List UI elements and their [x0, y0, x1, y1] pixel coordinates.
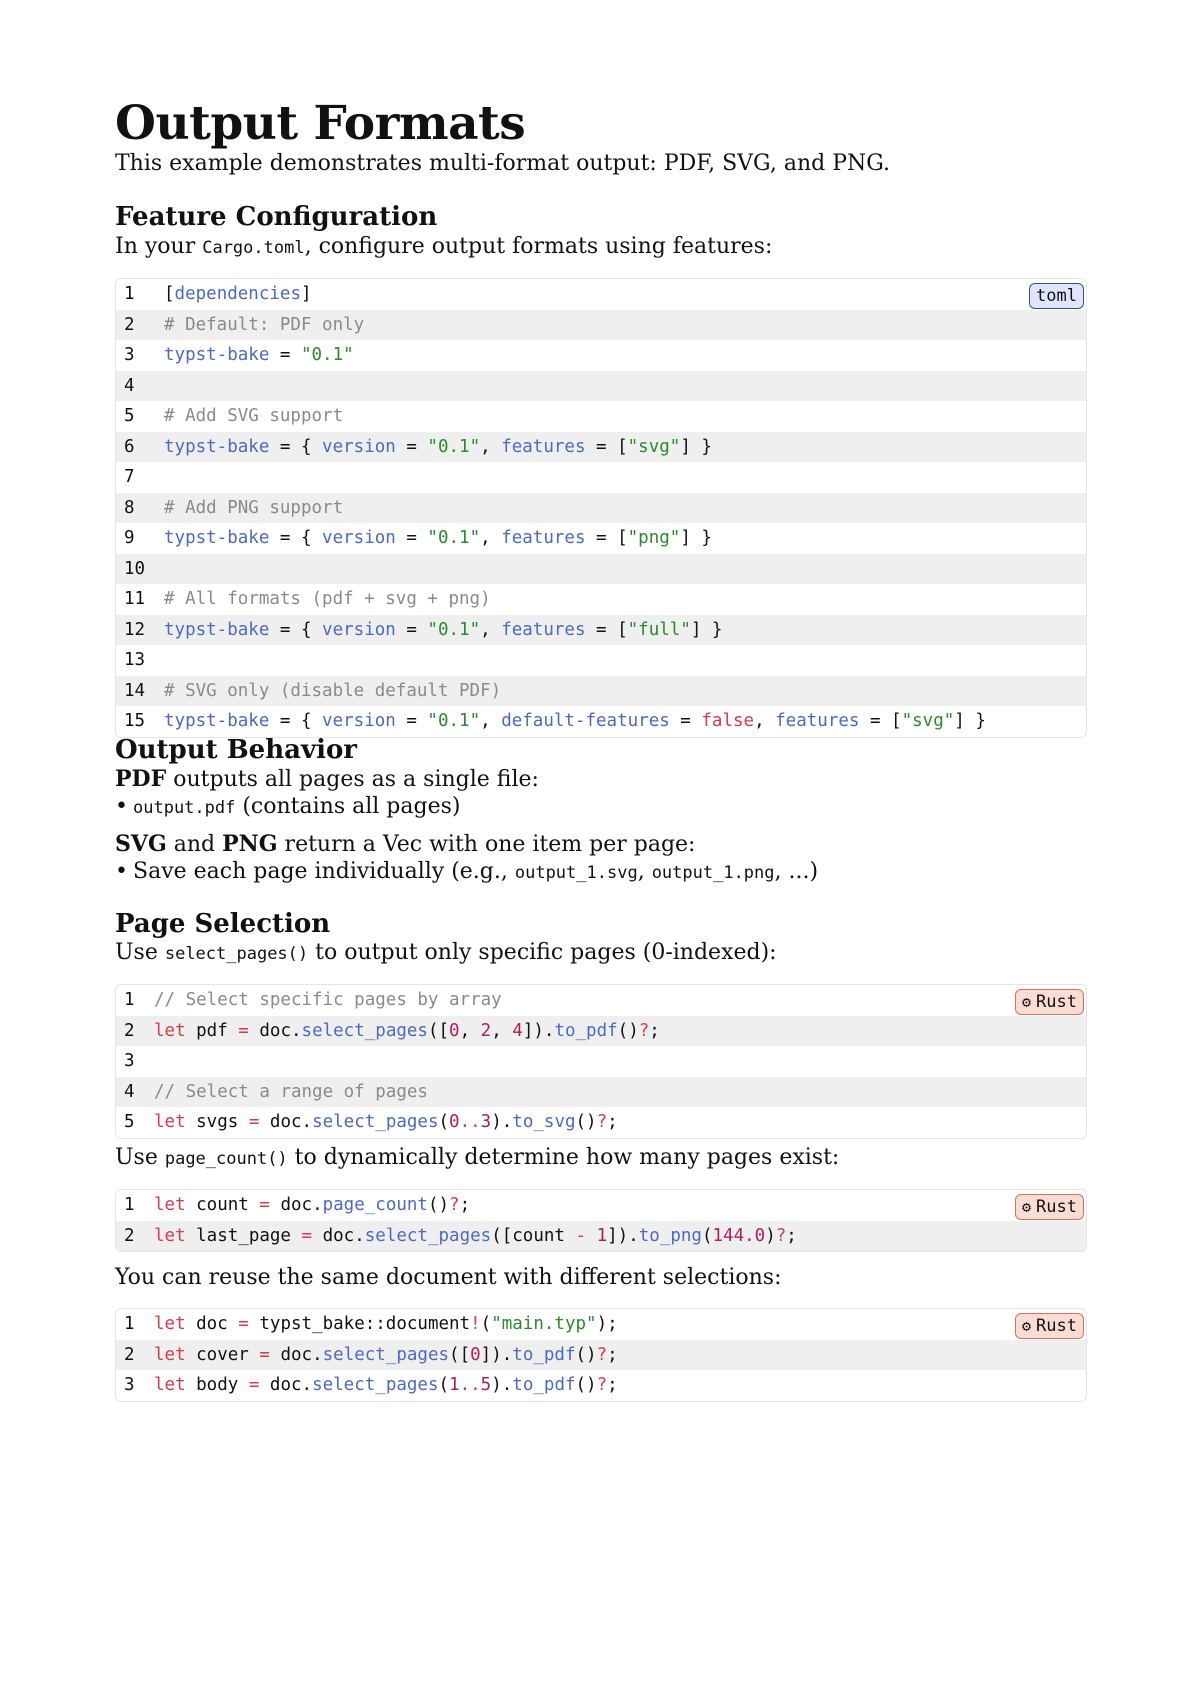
section-heading-feature-configuration: Feature Configuration — [115, 202, 438, 232]
inline-code-page-count: page_count() — [164, 1149, 288, 1169]
code-line: 2 let pdf = doc. select_pages ([ 0 , 2 , 4 ]). to_pdf () ? ; — [116, 1016, 1086, 1047]
code-line: 4 — [116, 371, 1086, 402]
code-block-rust — [115, 984, 1087, 1139]
pdf-behavior-paragraph: PDF outputs all pages as a single file: — [115, 766, 539, 792]
section-heading-page-selection: Page Selection — [115, 909, 331, 939]
code-line: 5 # Add SVG support — [116, 401, 1086, 432]
code-line: 11 # All formats (pdf + svg + png) — [116, 584, 1086, 615]
intro-paragraph: This example demonstrates multi-format output: PDF, SVG, and PNG. — [115, 151, 891, 176]
language-badge-toml: toml — [1029, 283, 1084, 309]
code-line: 1 let count = doc. page_count () ? ; — [116, 1190, 1086, 1221]
code-line: 5 let svgs = doc. select_pages ( 0 .. 3 ). to_svg () ? ; — [116, 1107, 1086, 1138]
rust-logo-icon: ⚙ — [1022, 1198, 1032, 1216]
code-line: 15 typst-bake = { version = "0.1" , default-features = false , features = [ "svg" ] } — [116, 706, 1086, 737]
inline-code-select-pages: select_pages() — [164, 944, 309, 964]
inline-code-cargo-toml: Cargo.toml — [202, 238, 305, 258]
code-line: 3 let body = doc. select_pages ( 1 .. 5 ). to_pdf () ? ; — [116, 1370, 1086, 1401]
feature-config-paragraph: In your Cargo.toml, configure output formats using features: — [115, 234, 773, 259]
code-line: 1 // Select specific pages by array — [116, 985, 1086, 1016]
code-line: 6 typst-bake = { version = "0.1" , features = [ "svg" ] } — [116, 432, 1086, 463]
code-line: 13 — [116, 645, 1086, 676]
page-count-paragraph: Use page_count() to dynamically determine how many pages exist: — [115, 1145, 840, 1170]
code-line: 3 typst-bake = "0.1" — [116, 340, 1086, 371]
code-line: 2 # Default: PDF only — [116, 310, 1086, 341]
code-line: 4 // Select a range of pages — [116, 1077, 1086, 1108]
inline-code-output-png: output_1.png — [651, 863, 775, 883]
code-line: 2 let cover = doc. select_pages ([ 0 ]). to_pdf () ? ; — [116, 1340, 1086, 1371]
code-block-rust — [115, 1308, 1087, 1402]
code-line: 10 — [116, 554, 1086, 585]
code-line: 12 typst-bake = { version = "0.1" , features = [ "full" ] } — [116, 615, 1086, 646]
section-heading-output-behavior: Output Behavior — [115, 735, 357, 765]
code-block-toml — [115, 278, 1087, 738]
language-badge-rust: ⚙ Rust — [1015, 989, 1084, 1015]
code-block-rust — [115, 1189, 1087, 1252]
language-badge-rust: ⚙ Rust — [1015, 1313, 1084, 1339]
reuse-paragraph: You can reuse the same document with different selections: — [115, 1265, 782, 1290]
code-line: 8 # Add PNG support — [116, 493, 1086, 524]
list-item: • output.pdf (contains all pages) — [115, 794, 461, 819]
inline-code-output-svg: output_1.svg — [514, 863, 638, 883]
page-title: Output Formats — [115, 96, 526, 151]
rust-logo-icon: ⚙ — [1022, 1317, 1032, 1335]
inline-code-output-pdf: output.pdf — [133, 798, 236, 818]
list-item: • Save each page individually (e.g., output_1.svg, output_1.png, ...) — [115, 859, 819, 884]
code-line: 14 # SVG only (disable default PDF) — [116, 676, 1086, 707]
svg-png-behavior-paragraph: SVG and PNG return a Vec with one item per page: — [115, 831, 696, 857]
code-line: 2 let last_page = doc. select_pages ([count - 1 ]). to_png ( 144.0 ) ? ; — [116, 1221, 1086, 1252]
code-line: 1 let doc = typst_bake::document ! ( "main.typ" ); — [116, 1309, 1086, 1340]
rust-logo-icon: ⚙ — [1022, 993, 1032, 1011]
select-pages-paragraph: Use select_pages() to output only specific pages (0-indexed): — [115, 940, 777, 965]
code-line: 9 typst-bake = { version = "0.1" , features = [ "png" ] } — [116, 523, 1086, 554]
code-line: 7 — [116, 462, 1086, 493]
language-badge-rust: ⚙ Rust — [1015, 1194, 1084, 1220]
code-line: 3 — [116, 1046, 1086, 1077]
code-line: 1 [ dependencies ] — [116, 279, 1086, 310]
